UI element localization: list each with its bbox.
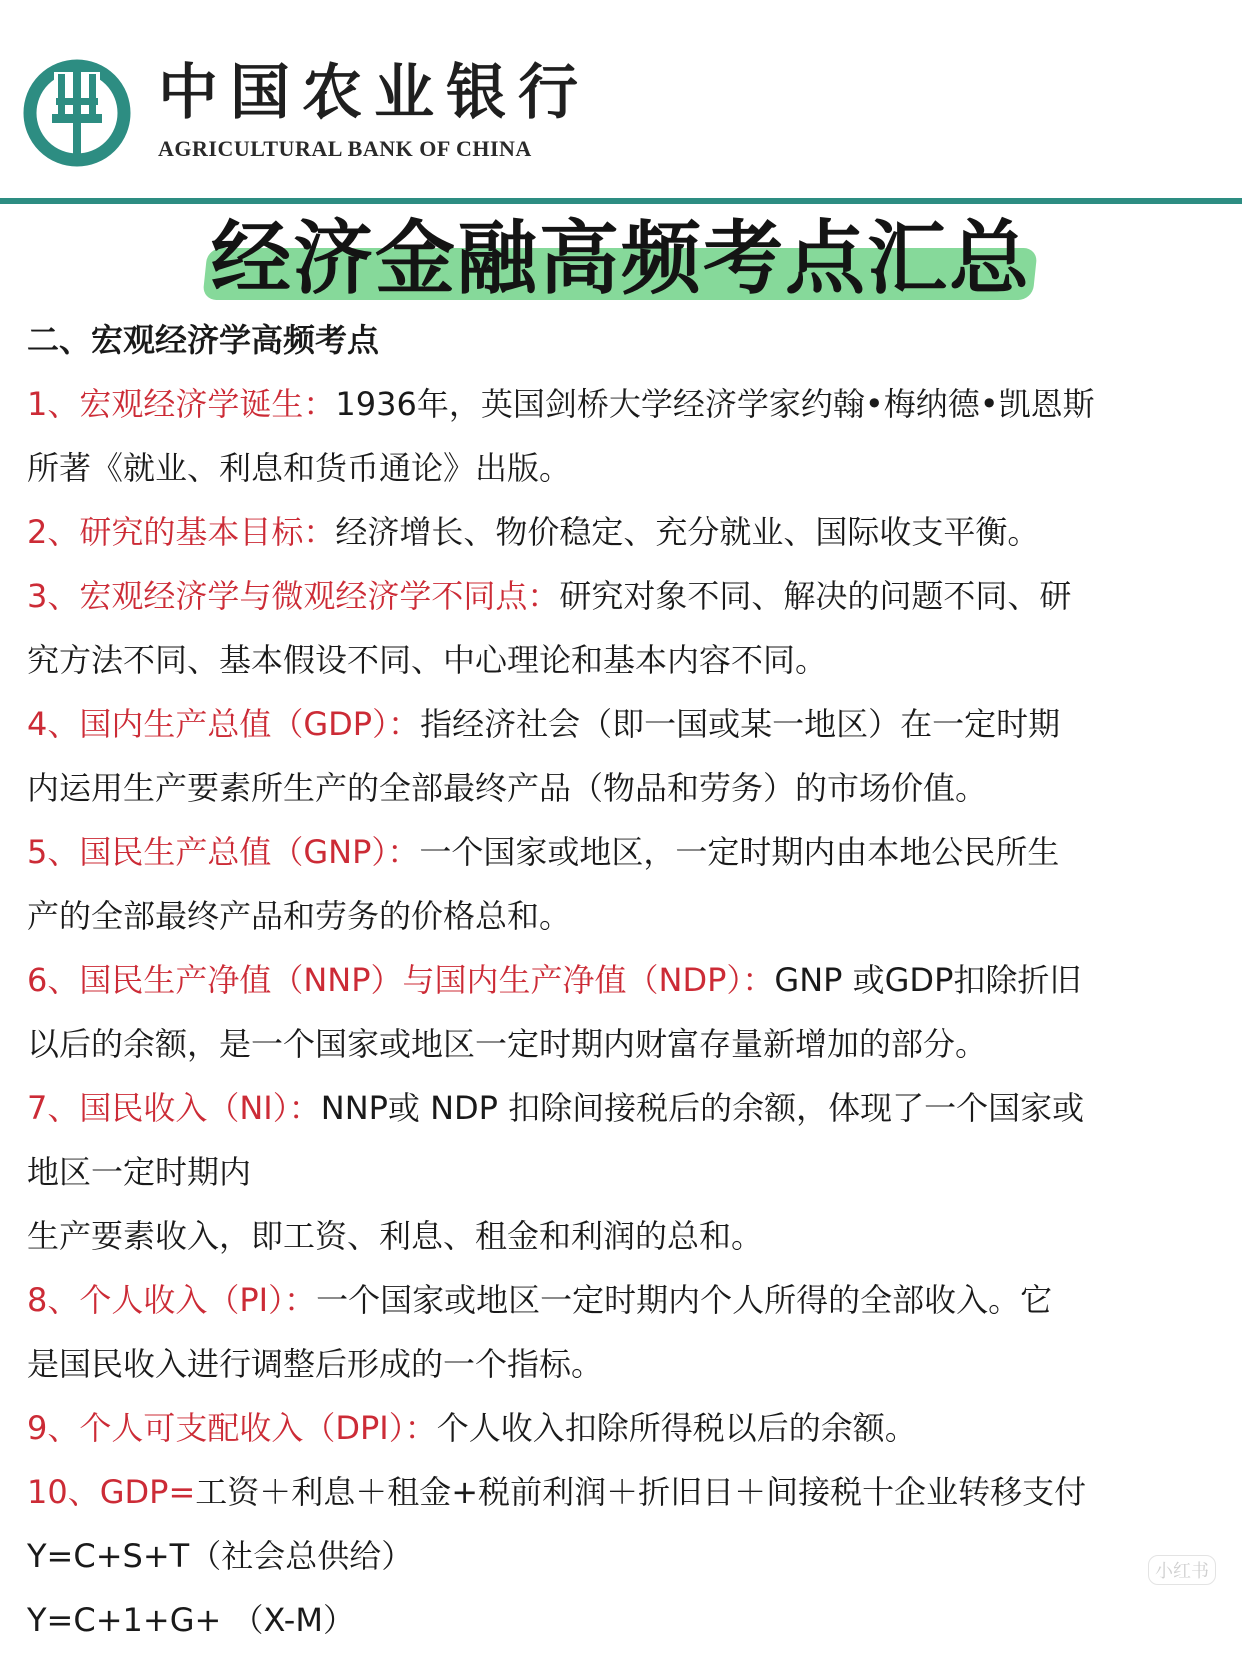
note-line xyxy=(27,1460,1227,1524)
note-label: 2、研究的基本目标： xyxy=(27,513,336,551)
note-text: 生产要素收入，即工资、利息、租金和利润的总和。 xyxy=(27,1217,764,1255)
note-text: 究方法不同、基本假设不同、中心理论和基本内容不同。 xyxy=(27,641,828,679)
note-text: 所著《就业、利息和货币通论》出版。 xyxy=(27,449,572,487)
note-text: 一个国家或地区，一定时期内由本地公民所生 xyxy=(419,833,1060,871)
note-text: GNP 或GDP扣除折旧 xyxy=(774,961,1082,999)
note-text: NNP或 NDP 扣除间接税后的余额，体现了一个国家或 xyxy=(320,1089,1085,1127)
watermark: 小红书 xyxy=(1148,1555,1216,1585)
note-line xyxy=(27,756,1227,820)
note-text: 经济增长、物价稳定、充分就业、国际收支平衡。 xyxy=(335,513,1040,551)
page-title: 经济金融高频考点汇总 xyxy=(211,212,1031,305)
note-text: 个人收入扣除所得税以后的余额。 xyxy=(436,1409,917,1447)
note-line xyxy=(27,628,1227,692)
note-text: 一个国家或地区一定时期内个人所得的全部收入。它 xyxy=(316,1281,1053,1319)
header xyxy=(0,0,1242,205)
note-label: 8、个人收入（PI）： xyxy=(27,1281,317,1319)
note-text: 产的全部最终产品和劳务的价格总和。 xyxy=(27,897,572,935)
note-text: 指经济社会（即一国或某一地区）在一定时期 xyxy=(420,705,1061,743)
header-divider xyxy=(0,198,1242,204)
note-line xyxy=(27,1140,1227,1204)
section-heading: 二、宏观经济学高频考点 xyxy=(27,321,380,359)
note-label: 4、国内生产总值（GDP）： xyxy=(27,705,421,743)
note-text: 以后的余额，是一个国家或地区一定时期内财富存量新增加的部分。 xyxy=(27,1025,988,1063)
note-label: 9、个人可支配收入（DPI）： xyxy=(27,1409,437,1447)
note-line xyxy=(27,1332,1227,1396)
note-text: 1936年，英国剑桥大学经济学家约翰•梅纳德•凯恩斯 xyxy=(335,385,1095,423)
note-line xyxy=(27,436,1227,500)
note-label: 10、GDP= xyxy=(27,1473,196,1511)
note-text: 研究对象不同、解决的问题不同、研 xyxy=(559,577,1072,615)
note-line xyxy=(27,948,1227,1012)
bank-name-en: AGRICULTURAL BANK OF CHINA xyxy=(158,136,532,161)
note-line xyxy=(27,692,1227,756)
note-label: 1、宏观经济学诞生： xyxy=(27,385,336,423)
agricultural-bank-logo-icon xyxy=(22,58,132,168)
note-line xyxy=(27,1268,1227,1332)
note-line xyxy=(27,1588,1227,1652)
note-line xyxy=(27,1396,1227,1460)
note-text: Y=C+S+T（社会总供给） xyxy=(27,1537,414,1575)
notes-list xyxy=(27,372,1227,1652)
note-line xyxy=(27,500,1227,564)
note-line xyxy=(27,1012,1227,1076)
note-line xyxy=(27,1204,1227,1268)
note-line xyxy=(27,884,1227,948)
note-label: 3、宏观经济学与微观经济学不同点： xyxy=(27,577,560,615)
note-label: 7、国民收入（NI）： xyxy=(27,1089,321,1127)
content xyxy=(27,308,1227,1652)
title-area xyxy=(0,210,1242,306)
note-line xyxy=(27,372,1227,436)
note-label: 5、国民生产总值（GNP）： xyxy=(27,833,420,871)
note-text: 内运用生产要素所生产的全部最终产品（物品和劳务）的市场价值。 xyxy=(27,769,988,807)
note-line xyxy=(27,820,1227,884)
note-line xyxy=(27,1524,1227,1588)
note-text: 是国民收入进行调整后形成的一个指标。 xyxy=(27,1345,604,1383)
note-line xyxy=(27,564,1227,628)
note-text: 地区一定时期内 xyxy=(27,1153,252,1191)
bank-name-cn: 中国农业银行 xyxy=(158,58,590,128)
note-line xyxy=(27,1076,1227,1140)
note-text: 工资＋利息＋租金+税前利润＋折旧日＋间接税十企业转移支付 xyxy=(195,1473,1087,1511)
note-text: Y=C+1+G+ （X-M） xyxy=(27,1601,355,1639)
note-label: 6、国民生产净值（NNP）与国内生产净值（NDP）： xyxy=(27,961,775,999)
